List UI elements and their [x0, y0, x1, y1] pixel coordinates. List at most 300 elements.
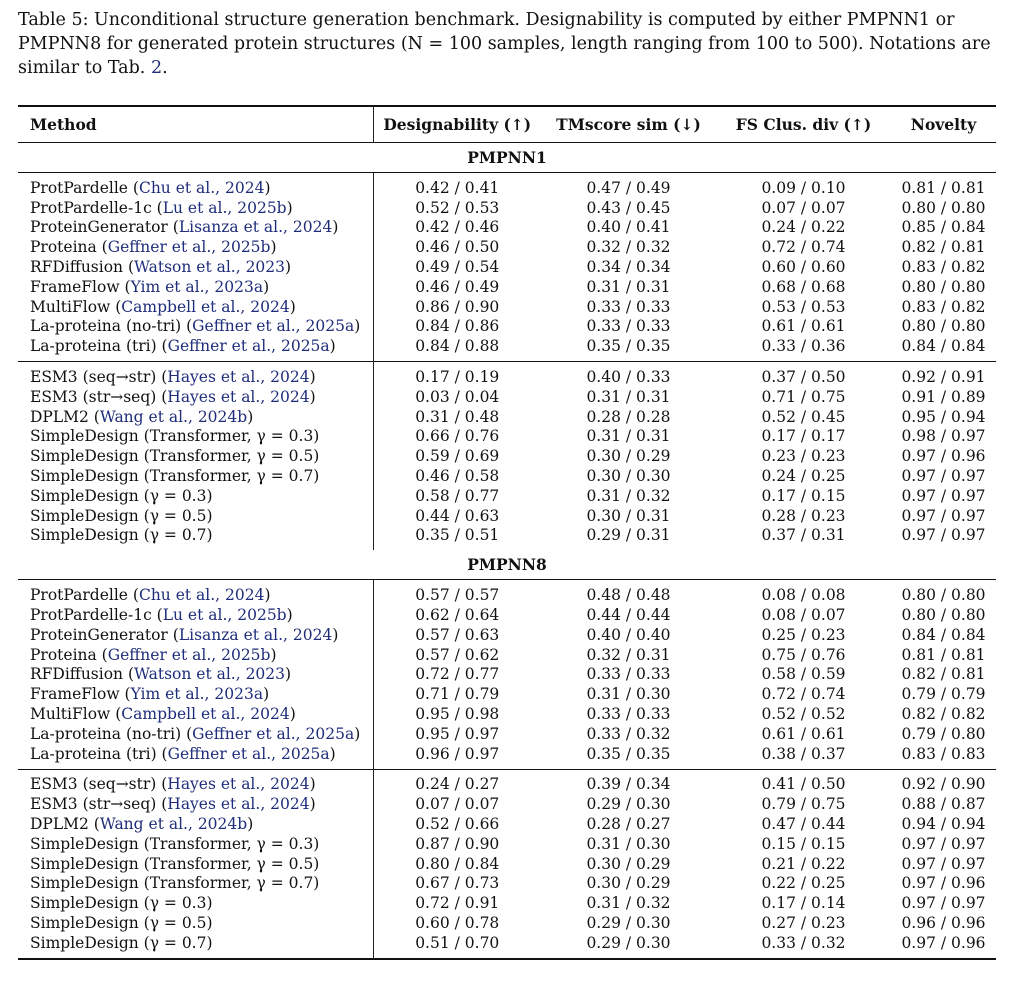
tmscore-cell: 0.32 / 0.31 — [586, 645, 671, 664]
tmscore-cell: 0.30 / 0.29 — [586, 874, 671, 893]
novelty-cell: 0.97 / 0.97 — [901, 854, 986, 873]
section-title: PMPNN1 — [18, 143, 996, 173]
tmscore-cell: 0.33 / 0.33 — [586, 705, 671, 724]
method-name: La-proteina (no-tri) ( — [30, 317, 193, 336]
table-caption — [18, 8, 1003, 80]
method-name: ProteinGenerator ( — [30, 218, 179, 237]
designability-cell: 0.42 / 0.46 — [415, 218, 500, 237]
novelty-cell: 0.84 / 0.84 — [901, 337, 986, 356]
method-name: ESM3 (str→seq) ( — [30, 795, 168, 814]
tmscore-cell: 0.31 / 0.31 — [586, 427, 671, 446]
table-row — [18, 645, 996, 665]
method-name: SimpleDesign (Transformer, γ = 0.3) — [30, 834, 320, 853]
method-name-end: ) — [285, 665, 292, 684]
fs-clus-div-cell: 0.17 / 0.14 — [761, 894, 846, 913]
citation-link[interactable]: Geffner et al., 2025b — [107, 238, 271, 257]
novelty-cell: 0.80 / 0.80 — [901, 317, 986, 336]
table-row — [18, 794, 996, 814]
caption-text: Table 5: Unconditional structure generation benchmark. Designability is computed by either PMPNN1 or PMPNN8 for generated protein structures (N = 100 samples, length ranging from 100 to 500). Notations are similar to Tab. — [18, 10, 991, 78]
table-row — [18, 834, 996, 854]
method-name: ProtPardelle-1c ( — [30, 606, 163, 625]
tmscore-cell: 0.30 / 0.30 — [586, 467, 671, 486]
fs-clus-div-cell: 0.24 / 0.22 — [761, 218, 846, 237]
header-method: Method — [18, 106, 373, 143]
novelty-cell: 0.94 / 0.94 — [901, 815, 986, 833]
designability-cell: 0.46 / 0.58 — [415, 467, 500, 486]
table-row — [18, 218, 996, 238]
citation-link[interactable]: Geffner et al., 2025a — [192, 317, 355, 336]
method-name: ESM3 (seq→str) ( — [30, 368, 168, 387]
tmscore-cell: 0.30 / 0.29 — [586, 854, 671, 873]
designability-cell: 0.95 / 0.98 — [415, 705, 500, 724]
method-cell — [18, 744, 373, 764]
novelty-cell: 0.97 / 0.97 — [901, 486, 986, 505]
method-name: SimpleDesign (Transformer, γ = 0.5) — [30, 854, 320, 873]
fs-clus-div-cell: 0.08 / 0.07 — [761, 606, 846, 625]
citation-link[interactable]: Hayes et al., 2024 — [167, 795, 310, 814]
designability-cell: 0.57 / 0.63 — [415, 625, 500, 644]
novelty-cell: 0.92 / 0.90 — [901, 775, 986, 794]
novelty-cell: 0.97 / 0.97 — [901, 506, 986, 525]
tmscore-cell: 0.29 / 0.30 — [586, 795, 671, 814]
method-name-end: ) — [264, 178, 271, 197]
novelty-cell: 0.82 / 0.81 — [901, 238, 986, 257]
tmscore-cell: 0.47 / 0.49 — [586, 178, 671, 197]
fs-clus-div-cell: 0.25 / 0.23 — [761, 625, 846, 644]
table-row — [18, 893, 996, 913]
method-cell — [18, 317, 373, 337]
method-cell — [18, 387, 373, 407]
citation-link[interactable]: Geffner et al., 2025a — [167, 744, 330, 763]
fs-clus-div-cell: 0.72 / 0.74 — [761, 238, 846, 257]
method-name-end: ) — [263, 685, 270, 704]
tmscore-cell: 0.31 / 0.30 — [586, 834, 671, 853]
fs-clus-div-cell: 0.71 / 0.75 — [761, 387, 846, 406]
benchmark-table — [18, 105, 996, 960]
designability-cell: 0.35 / 0.51 — [415, 526, 500, 545]
novelty-cell: 0.88 / 0.87 — [901, 795, 986, 814]
method-cell — [18, 724, 373, 744]
citation-link[interactable]: Yim et al., 2023a — [130, 685, 264, 704]
tmscore-cell: 0.33 / 0.33 — [586, 317, 671, 336]
method-name-end: ) — [354, 317, 361, 336]
citation-link[interactable]: Geffner et al., 2025a — [192, 724, 355, 743]
designability-cell: 0.84 / 0.88 — [415, 337, 500, 356]
table-row — [18, 277, 996, 297]
fs-clus-div-cell: 0.60 / 0.60 — [761, 258, 846, 277]
tmscore-cell: 0.40 / 0.41 — [586, 218, 671, 237]
fs-clus-div-cell: 0.09 / 0.10 — [761, 178, 846, 197]
novelty-cell: 0.92 / 0.91 — [901, 368, 986, 387]
tmscore-cell: 0.31 / 0.32 — [586, 894, 671, 913]
table-row — [18, 367, 996, 387]
method-cell — [18, 198, 373, 218]
section-header-row — [18, 143, 996, 173]
citation-link[interactable]: Chu et al., 2024 — [138, 586, 265, 605]
method-name: RFDiffusion ( — [30, 665, 135, 684]
method-name: La-proteina (no-tri) ( — [30, 724, 193, 743]
designability-cell: 0.86 / 0.90 — [415, 297, 500, 316]
method-name: SimpleDesign (Transformer, γ = 0.7) — [30, 467, 320, 486]
novelty-cell: 0.97 / 0.97 — [901, 894, 986, 913]
tmscore-cell: 0.31 / 0.31 — [586, 277, 671, 296]
fs-clus-div-cell: 0.53 / 0.53 — [761, 297, 846, 316]
method-name: SimpleDesign (γ = 0.7) — [30, 933, 213, 952]
tmscore-cell: 0.43 / 0.45 — [586, 198, 671, 217]
method-name: La-proteina (tri) ( — [30, 744, 168, 763]
citation-link[interactable]: Geffner et al., 2025a — [167, 337, 330, 356]
method-cell — [18, 814, 373, 834]
method-cell — [18, 178, 373, 198]
method-name: ProtPardelle ( — [30, 178, 139, 197]
designability-cell: 0.71 / 0.79 — [415, 685, 500, 704]
novelty-cell: 0.79 / 0.79 — [901, 685, 986, 704]
table-row — [18, 933, 996, 953]
novelty-cell: 0.97 / 0.97 — [901, 526, 986, 545]
method-cell — [18, 297, 373, 317]
method-cell — [18, 218, 373, 238]
tmscore-cell: 0.29 / 0.30 — [586, 933, 671, 952]
fs-clus-div-cell: 0.15 / 0.15 — [761, 834, 846, 853]
designability-cell: 0.52 / 0.66 — [415, 815, 500, 833]
fs-clus-div-cell: 0.61 / 0.61 — [761, 724, 846, 743]
table-row — [18, 913, 996, 933]
fs-clus-div-cell: 0.75 / 0.76 — [761, 645, 846, 664]
tmscore-cell: 0.35 / 0.35 — [586, 337, 671, 356]
tmscore-cell: 0.33 / 0.33 — [586, 665, 671, 684]
table-row — [18, 775, 996, 795]
citation-link[interactable]: Watson et al., 2023 — [134, 665, 286, 684]
method-cell — [18, 794, 373, 814]
fs-clus-div-cell: 0.21 / 0.22 — [761, 854, 846, 873]
section-title: PMPNN8 — [18, 550, 996, 580]
tmscore-cell: 0.30 / 0.31 — [586, 506, 671, 525]
designability-cell: 0.46 / 0.49 — [415, 277, 500, 296]
novelty-cell: 0.91 / 0.89 — [901, 387, 986, 406]
designability-cell: 0.42 / 0.41 — [415, 178, 500, 197]
method-cell — [18, 506, 373, 526]
table-row — [18, 387, 996, 407]
method-cell — [18, 407, 373, 427]
fs-clus-div-cell: 0.52 / 0.52 — [761, 705, 846, 724]
method-name-end: ) — [289, 705, 296, 724]
novelty-cell: 0.80 / 0.80 — [901, 277, 986, 296]
fs-clus-div-cell: 0.33 / 0.32 — [761, 933, 846, 952]
header-fs-clus-div: FS Clus. div (↑) — [716, 106, 891, 143]
citation-link[interactable]: Hayes et al., 2024 — [167, 775, 310, 794]
method-name: SimpleDesign (γ = 0.5) — [30, 913, 213, 932]
novelty-cell: 0.98 / 0.97 — [901, 427, 986, 446]
novelty-cell: 0.82 / 0.82 — [901, 705, 986, 724]
method-name-end: ) — [309, 387, 316, 406]
method-cell — [18, 466, 373, 486]
designability-cell: 0.44 / 0.63 — [415, 506, 500, 525]
citation-link[interactable]: Wang et al., 2024b — [99, 815, 248, 833]
method-name-end: ) — [332, 218, 339, 237]
method-name: SimpleDesign (γ = 0.3) — [30, 486, 213, 505]
method-name-end: ) — [309, 795, 316, 814]
table-row — [18, 526, 996, 546]
citation-link[interactable]: Campbell et al., 2024 — [121, 705, 290, 724]
table-row — [18, 446, 996, 466]
fs-clus-div-cell: 0.41 / 0.50 — [761, 775, 846, 794]
header-novelty: Novelty — [891, 106, 996, 143]
novelty-cell: 0.85 / 0.84 — [901, 218, 986, 237]
method-name-end: ) — [247, 407, 254, 426]
novelty-cell: 0.79 / 0.80 — [901, 724, 986, 743]
novelty-cell: 0.83 / 0.82 — [901, 297, 986, 316]
method-cell — [18, 486, 373, 506]
designability-cell: 0.59 / 0.69 — [415, 447, 500, 466]
method-cell — [18, 446, 373, 466]
method-name: FrameFlow ( — [30, 685, 131, 704]
designability-cell: 0.80 / 0.84 — [415, 854, 500, 873]
designability-cell: 0.84 / 0.86 — [415, 317, 500, 336]
table-section — [18, 550, 996, 958]
fs-clus-div-cell: 0.37 / 0.50 — [761, 368, 846, 387]
fs-clus-div-cell: 0.24 / 0.25 — [761, 467, 846, 486]
fs-clus-div-cell: 0.79 / 0.75 — [761, 795, 846, 814]
citation-link[interactable]: Lisanza et al., 2024 — [178, 218, 333, 237]
tmscore-cell: 0.33 / 0.33 — [586, 297, 671, 316]
table-row — [18, 724, 996, 744]
table-row — [18, 814, 996, 834]
designability-cell: 0.03 / 0.04 — [415, 387, 500, 406]
method-name-end: ) — [247, 815, 254, 833]
fs-clus-div-cell: 0.38 / 0.37 — [761, 744, 846, 763]
citation-link[interactable]: Lisanza et al., 2024 — [178, 625, 333, 644]
method-cell — [18, 526, 373, 546]
method-cell — [18, 834, 373, 854]
method-name: SimpleDesign (γ = 0.7) — [30, 526, 213, 545]
method-name: La-proteina (tri) ( — [30, 337, 168, 356]
tmscore-cell: 0.31 / 0.32 — [586, 486, 671, 505]
citation-link[interactable]: Campbell et al., 2024 — [121, 297, 290, 316]
designability-cell: 0.67 / 0.73 — [415, 874, 500, 893]
designability-cell: 0.60 / 0.78 — [415, 913, 500, 932]
novelty-cell: 0.97 / 0.97 — [901, 467, 986, 486]
table-row — [18, 237, 996, 257]
table-reference-link[interactable]: 2 — [150, 58, 163, 78]
designability-cell: 0.07 / 0.07 — [415, 795, 500, 814]
tmscore-cell: 0.28 / 0.28 — [586, 407, 671, 426]
novelty-cell: 0.97 / 0.96 — [901, 447, 986, 466]
method-name: ProteinGenerator ( — [30, 625, 179, 644]
citation-link[interactable]: Watson et al., 2023 — [134, 258, 286, 277]
designability-cell: 0.72 / 0.77 — [415, 665, 500, 684]
novelty-cell: 0.82 / 0.81 — [901, 665, 986, 684]
method-cell — [18, 336, 373, 356]
table-row — [18, 297, 996, 317]
novelty-cell: 0.81 / 0.81 — [901, 178, 986, 197]
method-cell — [18, 684, 373, 704]
table-row — [18, 407, 996, 427]
tmscore-cell: 0.29 / 0.31 — [586, 526, 671, 545]
fs-clus-div-cell: 0.47 / 0.44 — [761, 815, 846, 833]
tmscore-cell: 0.44 / 0.44 — [586, 606, 671, 625]
table-row — [18, 585, 996, 605]
designability-cell: 0.96 / 0.97 — [415, 744, 500, 763]
method-cell — [18, 854, 373, 874]
designability-cell: 0.58 / 0.77 — [415, 486, 500, 505]
designability-cell: 0.72 / 0.91 — [415, 894, 500, 913]
method-name-end: ) — [332, 625, 339, 644]
citation-link[interactable]: Yim et al., 2023a — [130, 277, 264, 296]
designability-cell: 0.24 / 0.27 — [415, 775, 500, 794]
method-cell — [18, 605, 373, 625]
table-row — [18, 625, 996, 645]
designability-cell: 0.52 / 0.53 — [415, 198, 500, 217]
method-name-end: ) — [285, 258, 292, 277]
citation-link[interactable]: Chu et al., 2024 — [138, 178, 265, 197]
tmscore-cell: 0.28 / 0.27 — [586, 815, 671, 833]
method-name-end: ) — [329, 744, 336, 763]
novelty-cell: 0.97 / 0.96 — [901, 874, 986, 893]
tmscore-cell: 0.31 / 0.31 — [586, 387, 671, 406]
method-cell — [18, 645, 373, 665]
method-name: Proteina ( — [30, 238, 108, 257]
citation-link[interactable]: Wang et al., 2024b — [99, 407, 248, 426]
method-name: SimpleDesign (Transformer, γ = 0.3) — [30, 427, 320, 446]
designability-cell: 0.51 / 0.70 — [415, 933, 500, 952]
method-name-end: ) — [270, 645, 277, 664]
method-name: ProtPardelle-1c ( — [30, 198, 163, 217]
method-name-end: ) — [263, 277, 270, 296]
fs-clus-div-cell: 0.52 / 0.45 — [761, 407, 846, 426]
tmscore-cell: 0.30 / 0.29 — [586, 447, 671, 466]
fs-clus-div-cell: 0.17 / 0.15 — [761, 486, 846, 505]
novelty-cell: 0.83 / 0.82 — [901, 258, 986, 277]
method-name-end: ) — [354, 724, 361, 743]
table-row — [18, 684, 996, 704]
tmscore-cell: 0.32 / 0.32 — [586, 238, 671, 257]
designability-cell: 0.31 / 0.48 — [415, 407, 500, 426]
fs-clus-div-cell: 0.58 / 0.59 — [761, 665, 846, 684]
tmscore-cell: 0.33 / 0.32 — [586, 724, 671, 743]
designability-cell: 0.57 / 0.57 — [415, 586, 500, 605]
designability-cell: 0.87 / 0.90 — [415, 834, 500, 853]
header-tmscore: TMscore sim (↓) — [541, 106, 716, 143]
fs-clus-div-cell: 0.28 / 0.23 — [761, 506, 846, 525]
citation-link[interactable]: Lu et al., 2025b — [162, 606, 287, 625]
table-row — [18, 317, 996, 337]
method-name-end: ) — [309, 368, 316, 387]
table-row — [18, 874, 996, 894]
method-name-end: ) — [264, 586, 271, 605]
novelty-cell: 0.80 / 0.80 — [901, 606, 986, 625]
fs-clus-div-cell: 0.68 / 0.68 — [761, 277, 846, 296]
method-cell — [18, 367, 373, 387]
designability-cell: 0.57 / 0.62 — [415, 645, 500, 664]
section-header-row — [18, 550, 996, 580]
method-cell — [18, 257, 373, 277]
method-name: Proteina ( — [30, 645, 108, 664]
tmscore-cell: 0.35 / 0.35 — [586, 744, 671, 763]
method-cell — [18, 913, 373, 933]
citation-link[interactable]: Geffner et al., 2025b — [107, 645, 271, 664]
tmscore-cell: 0.40 / 0.33 — [586, 368, 671, 387]
method-name: ESM3 (seq→str) ( — [30, 775, 168, 794]
fs-clus-div-cell: 0.33 / 0.36 — [761, 337, 846, 356]
novelty-cell: 0.84 / 0.84 — [901, 625, 986, 644]
method-cell — [18, 277, 373, 297]
designability-cell: 0.62 / 0.64 — [415, 606, 500, 625]
method-cell — [18, 893, 373, 913]
method-cell — [18, 625, 373, 645]
tmscore-cell: 0.48 / 0.48 — [586, 586, 671, 605]
table-row — [18, 336, 996, 356]
method-cell — [18, 775, 373, 795]
fs-clus-div-cell: 0.37 / 0.31 — [761, 526, 846, 545]
fs-clus-div-cell: 0.61 / 0.61 — [761, 317, 846, 336]
designability-cell: 0.49 / 0.54 — [415, 258, 500, 277]
designability-cell: 0.95 / 0.97 — [415, 724, 500, 743]
table-row — [18, 854, 996, 874]
method-name: FrameFlow ( — [30, 277, 131, 296]
citation-link[interactable]: Lu et al., 2025b — [162, 198, 287, 217]
novelty-cell: 0.97 / 0.96 — [901, 933, 986, 952]
table-row — [18, 506, 996, 526]
method-name: SimpleDesign (γ = 0.5) — [30, 506, 213, 525]
table-row — [18, 178, 996, 198]
fs-clus-div-cell: 0.23 / 0.23 — [761, 447, 846, 466]
method-name-end: ) — [286, 606, 293, 625]
method-name: MultiFlow ( — [30, 297, 122, 316]
tmscore-cell: 0.29 / 0.30 — [586, 913, 671, 932]
method-name-end: ) — [286, 198, 293, 217]
table-section — [18, 143, 996, 551]
caption-end: . — [162, 58, 168, 78]
table-row — [18, 466, 996, 486]
designability-cell: 0.17 / 0.19 — [415, 368, 500, 387]
designability-cell: 0.66 / 0.76 — [415, 427, 500, 446]
method-cell — [18, 704, 373, 724]
citation-link[interactable]: Hayes et al., 2024 — [167, 387, 310, 406]
method-name: ESM3 (str→seq) ( — [30, 387, 168, 406]
method-cell — [18, 427, 373, 447]
table-row — [18, 198, 996, 218]
table-row — [18, 704, 996, 724]
citation-link[interactable]: Hayes et al., 2024 — [167, 368, 310, 387]
fs-clus-div-cell: 0.72 / 0.74 — [761, 685, 846, 704]
fs-clus-div-cell: 0.27 / 0.23 — [761, 913, 846, 932]
tmscore-cell: 0.39 / 0.34 — [586, 775, 671, 794]
table-row — [18, 744, 996, 764]
method-name: DPLM2 ( — [30, 815, 100, 833]
method-name-end: ) — [289, 297, 296, 316]
table-row — [18, 665, 996, 685]
method-name: SimpleDesign (Transformer, γ = 0.5) — [30, 447, 320, 466]
tmscore-cell: 0.40 / 0.40 — [586, 625, 671, 644]
novelty-cell: 0.81 / 0.81 — [901, 645, 986, 664]
tmscore-cell: 0.31 / 0.30 — [586, 685, 671, 704]
fs-clus-div-cell: 0.07 / 0.07 — [761, 198, 846, 217]
method-cell — [18, 585, 373, 605]
tmscore-cell: 0.34 / 0.34 — [586, 258, 671, 277]
table-row — [18, 486, 996, 506]
method-name: SimpleDesign (Transformer, γ = 0.7) — [30, 874, 320, 893]
method-cell — [18, 237, 373, 257]
novelty-cell: 0.80 / 0.80 — [901, 586, 986, 605]
method-name-end: ) — [309, 775, 316, 794]
method-name: DPLM2 ( — [30, 407, 100, 426]
novelty-cell: 0.96 / 0.96 — [901, 913, 986, 932]
table-row — [18, 427, 996, 447]
novelty-cell: 0.95 / 0.94 — [901, 407, 986, 426]
header-designability: Designability (↑) — [373, 106, 541, 143]
novelty-cell: 0.83 / 0.83 — [901, 744, 986, 763]
table-row — [18, 605, 996, 625]
